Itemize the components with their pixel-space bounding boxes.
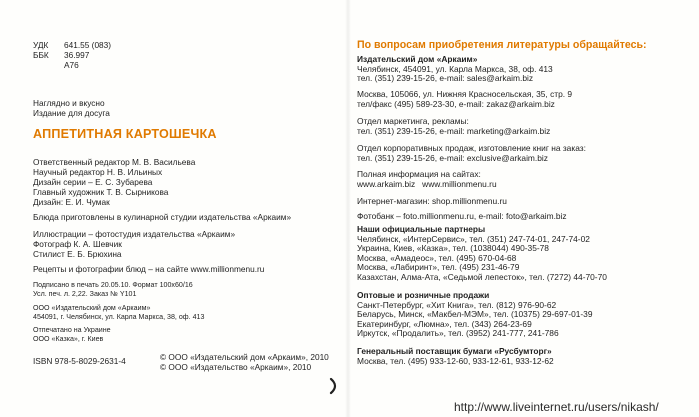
moscow-office-line: Москва, 105066, ул. Нижняя Красносельская, 35, стр. 9	[357, 89, 573, 99]
wholesale-line: Беларусь, Минск, «Макбел-МЭМ», тел. (10375) 29-697-01-39	[357, 309, 593, 320]
book-title: АППЕТИТНАЯ КАРТОШЕЧКА	[33, 127, 217, 141]
partner-line: Челябинск, «ИнтерСервис», тел. (351) 247-74-01, 247-74-02	[357, 233, 590, 244]
marketing-block	[357, 117, 550, 136]
moscow-office-line: тел/факс (495) 589-23-30, e-mail: zakaz@arkaim.biz	[357, 98, 555, 109]
catalog-value: 641.55 (083)	[64, 40, 112, 50]
publisher-contact-line: Челябинск, 454091, ул. Карла Маркса, 38, оф. 413	[357, 63, 553, 74]
purchase-heading: По вопросам приобретения литературы обращайтесь:	[357, 39, 647, 51]
catalog-code: УДК	[33, 40, 49, 50]
partner-line: Казахстан, Алма-Ата, «Седьмой лепесток», тел. (7272) 44-70-70	[357, 271, 607, 282]
catalog-value: А76	[64, 60, 79, 70]
catalog-row-udk	[33, 40, 111, 50]
credits-block	[33, 157, 195, 207]
printer-info-line: Отпечатано на Украине	[33, 326, 111, 334]
catalog-value: 36.997	[64, 50, 90, 60]
credit-line: Научный редактор Н. В. Ильиных	[33, 167, 163, 177]
corporate-sales-line: Отдел корпоративных продаж, изготовление книг на заказ:	[357, 143, 586, 153]
series-block	[33, 98, 110, 118]
catalog-code: ББК	[33, 50, 49, 60]
websites-list: www.arkaim.biz www.millionmenu.ru	[357, 178, 497, 189]
wholesale-line: Екатеринбург, «Люмна», тел. (343) 264-23-69	[357, 318, 532, 329]
credit-line: Дизайн: Е. И. Чумак	[33, 197, 110, 207]
printer-info-block	[33, 326, 111, 344]
partners-block	[357, 225, 607, 283]
corporate-sales-line: тел. (351) 239-15-26, e-mail: exclusive@arkaim.biz	[357, 152, 548, 163]
publisher-info-line: ООО «Издательский дом «Аркаим»	[33, 304, 151, 312]
series-line: Наглядно и вкусно	[33, 98, 105, 108]
publisher-contact-block	[357, 55, 553, 84]
catalog-row-author-mark	[33, 60, 111, 70]
wholesale-block	[357, 291, 592, 339]
partners-title: Наши официальные партнеры	[357, 224, 486, 234]
marketing-line: Отдел маркетинга, рекламы:	[357, 116, 469, 126]
partner-line: Москва, «Амадеос», тел. (495) 670-04-68	[357, 252, 517, 263]
copyright-block	[160, 352, 329, 372]
paper-supplier-title: Генеральный поставщик бумаги «Русбумторг»	[357, 346, 552, 356]
marketing-line: тел. (351) 239-15-26, e-mail: marketing@arkaim.biz	[357, 125, 551, 136]
credit-line: Ответственный редактор М. В. Васильева	[33, 157, 196, 167]
photo-credit-line: Стилист Е. Б. Брюхина	[33, 249, 122, 259]
watermark-url: http://www.liveinternet.ru/users/nikash/	[454, 400, 659, 414]
print-info-block	[33, 281, 193, 299]
page-curl-mark	[328, 377, 340, 395]
credit-line: Дизайн серии – Е. С. Зубарева	[33, 177, 153, 187]
publisher-info-block	[33, 304, 204, 322]
websites-block	[357, 170, 497, 189]
catalog-block	[33, 40, 111, 70]
wholesale-line: Иркутск, «Продалить», тел. (3952) 241-777, 241-786	[357, 328, 559, 339]
corporate-sales-block	[357, 144, 586, 163]
online-shop: Интернет-магазин: shop.millionmenu.ru	[357, 196, 507, 206]
series-line: Издание для досуга	[33, 108, 110, 118]
photo-credit-line: Иллюстрации – фотостудия издательства «Аркаим»	[33, 229, 236, 239]
paper-supplier-block	[357, 347, 554, 366]
book-spine	[345, 0, 351, 417]
moscow-office-block	[357, 90, 572, 109]
website-note: Рецепты и фотографии блюд – на сайте www.millionmenu.ru	[33, 264, 265, 274]
copyright-line: © ООО «Издательский дом «Аркаим», 2010	[160, 352, 329, 362]
publisher-contact-line: тел. (351) 239-15-26, e-mail: sales@arkaim.biz	[357, 73, 534, 84]
partner-line: Москва, «Лабиринт», тел. (495) 231-46-79	[357, 262, 520, 273]
photo-credits-block	[33, 229, 235, 259]
catalog-row-bbk	[33, 50, 111, 60]
copyright-line: © ООО «Издательство «Аркаим», 2010	[160, 362, 312, 372]
photobank: Фотобанк – foto.millionmenu.ru, e-mail: foto@arkaim.biz	[357, 211, 567, 221]
paper-supplier-line: Москва, тел. (495) 933-12-60, 933-12-61, 933-12-62	[357, 355, 554, 366]
print-info-line: Подписано в печать 20.05.10. Формат 100х60/16	[33, 281, 193, 289]
wholesale-title: Оптовые и розничные продажи	[357, 290, 490, 300]
publisher-contact-title: Издательский дом «Аркаим»	[357, 54, 478, 64]
isbn: ISBN 978-5-8029-2631-4	[33, 356, 126, 366]
credit-line: Главный художник Т. В. Сырникова	[33, 187, 169, 197]
printer-info-line: ООО «Казка», г. Киев	[33, 335, 104, 343]
photo-credit-line: Фотограф К. А. Шевчик	[33, 239, 122, 249]
websites-label: Полная информация на сайтах:	[357, 169, 481, 179]
publisher-info-line: 454091, г. Челябинск, ул. Карла Маркса, 38, оф. 413	[33, 313, 205, 321]
studio-note: Блюда приготовлены в кулинарной студии издательства «Аркаим»	[33, 212, 292, 222]
partner-line: Украина, Киев, «Казка», тел. (1038044) 490-35-78	[357, 243, 549, 254]
print-info-line: Усл. печ. л. 2,22. Заказ № Y101	[33, 290, 137, 298]
wholesale-line: Санкт-Петербург, «Хит Книга», тел. (812) 976-90-62	[357, 299, 557, 310]
